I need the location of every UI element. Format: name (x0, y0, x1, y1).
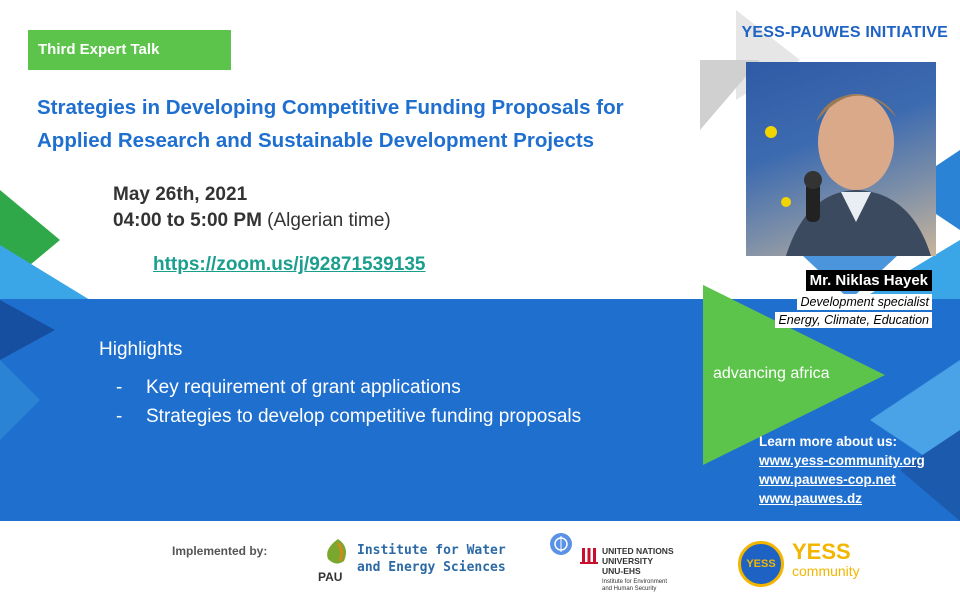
yess-community-label: community (792, 563, 860, 579)
unu-line-4: Institute for Environment (602, 579, 668, 585)
pau-label: PAU (318, 570, 343, 584)
unu-subtitle (602, 579, 667, 593)
un-emblem-icon (548, 531, 574, 557)
title-line-1: Strategies in Developing Competitive Funding Proposals for (37, 96, 624, 119)
unu-name (602, 546, 674, 576)
zoom-link[interactable]: https://zoom.us/j/92871539135 (153, 254, 426, 275)
unu-line-5: and Human Security (602, 586, 657, 592)
highlight-text: Strategies to develop competitive funding proposals (146, 406, 582, 427)
event-time (113, 208, 391, 233)
yess-wordmark: YESS (792, 539, 851, 564)
implemented-by-label: Implemented by: (172, 544, 268, 558)
highlight-dash: - (116, 406, 123, 427)
highlight-text: Key requirement of grant applications (146, 377, 461, 398)
highlight-item (116, 377, 461, 399)
speaker-expertise: Energy, Climate, Education (775, 312, 932, 328)
talk-title (37, 91, 717, 157)
event-time-zone: (Algerian time) (261, 210, 391, 231)
learn-more-label: Learn more about us: (759, 434, 898, 449)
event-badge: Third Expert Talk (28, 30, 231, 70)
speaker-photo (746, 62, 936, 256)
iwes-name (357, 542, 506, 576)
highlight-item (116, 406, 581, 428)
highlight-dash: - (116, 377, 123, 398)
unu-line-1: UNITED NATIONS (602, 546, 674, 556)
link-yess-community[interactable]: www.yess-community.org (759, 453, 925, 468)
event-time-range: 04:00 to 5:00 PM (113, 210, 262, 231)
iwes-line-2: and Energy Sciences (357, 560, 506, 575)
speaker-name: Mr. Niklas Hayek (806, 270, 932, 291)
speaker-role: Development specialist (797, 294, 932, 310)
unu-line-3: UNU-EHS (602, 566, 641, 576)
unu-icon (579, 546, 599, 566)
pau-logo-icon (322, 537, 354, 571)
yess-logo-icon: YESS (738, 541, 784, 587)
title-line-2: Applied Research and Sustainable Development Projects (37, 129, 595, 152)
link-pauwes-cop[interactable]: www.pauwes-cop.net (759, 472, 896, 487)
tagline: advancing africa (713, 365, 830, 382)
speaker-photo-illustration (746, 62, 936, 256)
unu-line-2: UNIVERSITY (602, 556, 654, 566)
event-date: May 26th, 2021 (113, 184, 248, 205)
link-pauwes-dz[interactable]: www.pauwes.dz (759, 491, 863, 506)
highlights-heading: Highlights (99, 339, 183, 360)
iwes-line-1: Institute for Water (357, 543, 506, 558)
initiative-label: YESS-PAUWES INITIATIVE (741, 24, 948, 41)
